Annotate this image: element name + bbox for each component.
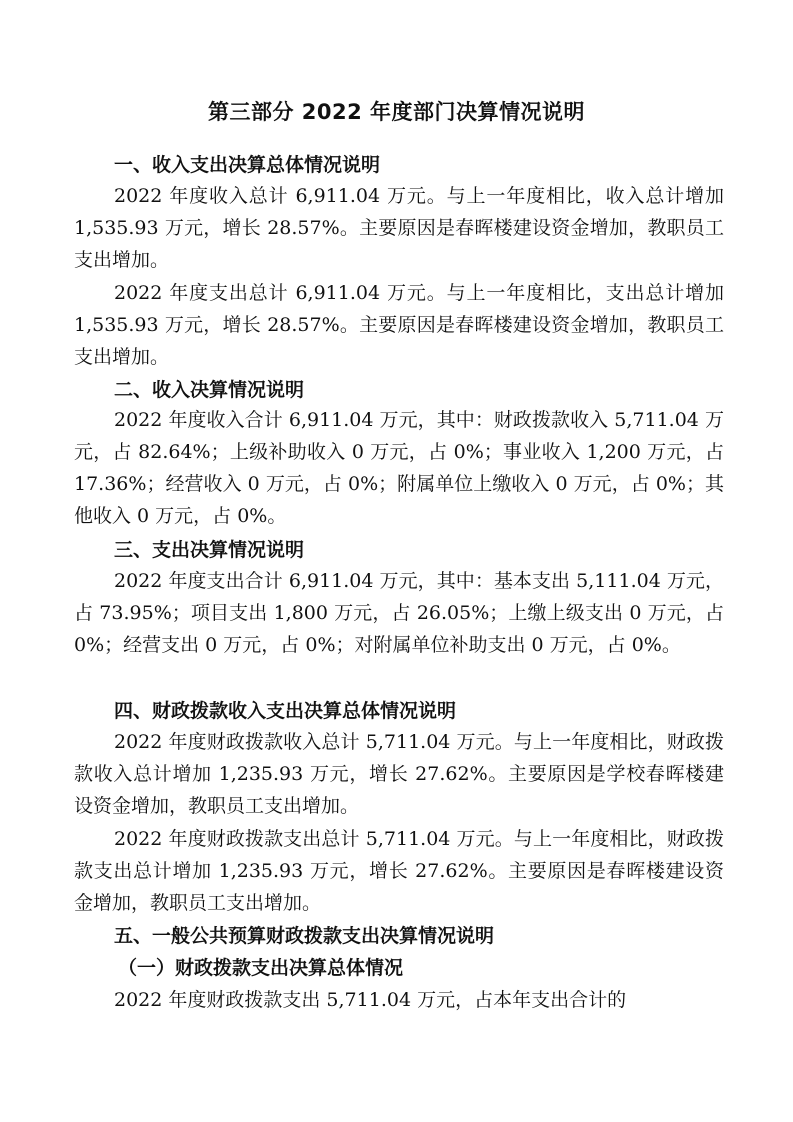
section-4-paragraph-2 [74, 823, 724, 919]
section-heading-1: 一、收入支出决算总体情况说明 [114, 154, 381, 176]
section-2-paragraph-1 [74, 404, 724, 532]
paragraph-text: 2022 年度支出总计 6,911.04 万元。与上一年度相比，支出总计增加 1,535.93 万元，增长 28.57%。主要原因是春晖楼建设资金增加，教职员工支出增加。 [74, 282, 724, 368]
section-5-paragraph-1 [74, 984, 724, 1016]
section-1-paragraph-2 [74, 277, 724, 373]
section-5-subheading: （一）财政拨款支出决算总体情况 [118, 957, 404, 979]
section-3-paragraph-1 [74, 565, 724, 693]
paragraph-text: 2022 年度收入合计 6,911.04 万元，其中：财政拨款收入 5,711.04 万元，占 82.64%；上级补助收入 0 万元，占 0%；事业收入 1,200 万元，占 17.36%；经营收入 0 万元，占 0%；附属单位上缴收入 0 万元，占 0%；其他收入 0 万元，占 0%。 [74, 409, 724, 527]
page-title: 第三部分 2022 年度部门决算情况说明 [207, 100, 586, 124]
section-4-paragraph-1 [74, 726, 724, 822]
section-heading-3: 三、支出决算情况说明 [114, 539, 305, 561]
paragraph-text: 2022 年度财政拨款收入总计 5,711.04 万元。与上一年度相比，财政拨款收入总计增加 1,235.93 万元，增长 27.62%。主要原因是学校春晖楼建设资金增加，教职员工支出增加。 [74, 731, 724, 817]
section-heading-5: 五、一般公共预算财政拨款支出决算情况说明 [114, 925, 495, 947]
paragraph-text: 2022 年度支出合计 6,911.04 万元，其中：基本支出 5,111.04 万元，占 73.95%；项目支出 1,800 万元，占 26.05%；上缴上级支出 0 万元，占 0%；经营支出 0 万元，占 0%；对附属单位补助支出 0 万元，占 0%。 [74, 570, 724, 656]
section-heading-2: 二、收入决算情况说明 [114, 379, 305, 401]
section-heading-4: 四、财政拨款收入支出决算总体情况说明 [114, 700, 457, 722]
paragraph-text: 2022 年度收入总计 6,911.04 万元。与上一年度相比，收入总计增加 1,535.93 万元，增长 28.57%。主要原因是春晖楼建设资金增加，教职员工支出增加。 [74, 185, 724, 271]
paragraph-text: 2022 年度财政拨款支出 5,711.04 万元，占本年支出合计的 [114, 989, 627, 1011]
paragraph-text: 2022 年度财政拨款支出总计 5,711.04 万元。与上一年度相比，财政拨款支出总计增加 1,235.93 万元，增长 27.62%。主要原因是春晖楼建设资金增加，教职员工支出增加。 [74, 828, 724, 914]
section-1-paragraph-1 [74, 180, 724, 276]
